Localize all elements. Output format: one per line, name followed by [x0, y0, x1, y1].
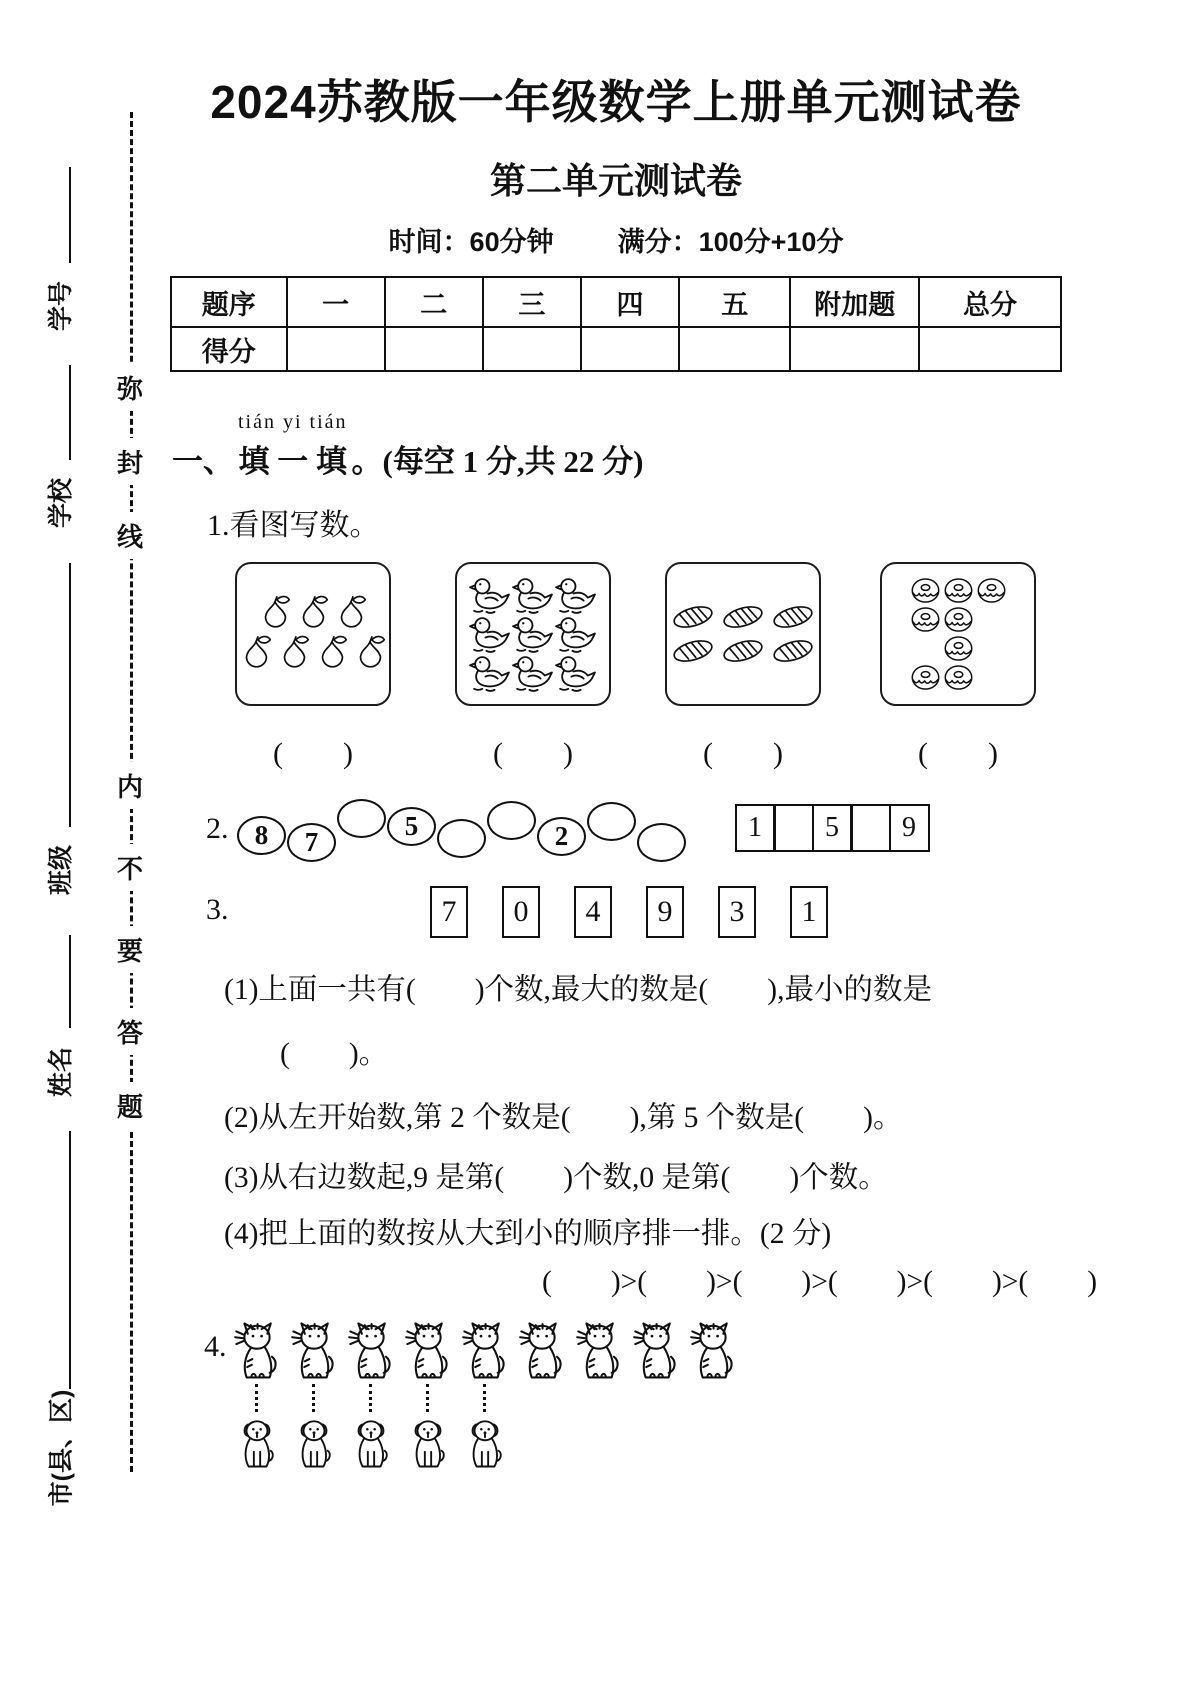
dog-cell — [399, 1414, 456, 1472]
sequence-oval-filled: 5 — [387, 807, 436, 846]
score-table-header-cell: 五 — [679, 277, 790, 327]
duck-icon — [555, 576, 598, 615]
empty-dog-cell — [684, 1414, 741, 1472]
cat-icon — [519, 1320, 565, 1382]
subquestion-line: (2)从左开始数,第 2 个数是( ),第 5 个数是( )。 — [224, 1102, 903, 1134]
sequence-oval-empty — [637, 823, 686, 862]
seal-character: 答 — [114, 1008, 146, 1055]
score-table-header-cell: 四 — [581, 277, 679, 327]
cat-icon — [234, 1320, 280, 1382]
score-table-header-cell: 总分 — [919, 277, 1061, 327]
pairing-dotted-line — [285, 1382, 342, 1414]
pinyin-annotation: tián yi tián — [238, 411, 348, 433]
sequence-oval-empty — [587, 802, 636, 841]
score-table-header-row — [171, 277, 1061, 327]
bread-icon — [718, 600, 768, 634]
heading-prefix: 一、 — [172, 444, 234, 479]
picture-row — [909, 605, 1008, 634]
empty-dog-cell — [513, 1414, 570, 1472]
section-one-heading — [172, 412, 643, 481]
dog-icon — [407, 1419, 449, 1472]
answer-blank: ( ) — [918, 737, 998, 770]
pairing-dotted-line — [342, 1382, 399, 1414]
bread-picture-box — [665, 562, 821, 706]
margin-fill-line — [69, 365, 71, 460]
cat-icon — [348, 1320, 394, 1382]
question-1-label: 1.看图写数。 — [207, 509, 380, 542]
sequence-oval-filled: 7 — [287, 823, 336, 862]
bread-icon — [668, 634, 718, 668]
number-card: 3 — [718, 886, 756, 938]
seal-character: 不 — [114, 844, 146, 891]
score-table-empty-cell — [919, 327, 1061, 371]
score-table-empty-cell — [679, 327, 790, 371]
exam-time: 时间：60分钟 — [388, 227, 554, 257]
cat-cell — [627, 1318, 684, 1382]
margin-label-text: 学号 — [46, 280, 75, 332]
number-card: 9 — [646, 886, 684, 938]
cat-icon — [576, 1320, 622, 1382]
margin-label — [28, 455, 90, 551]
heading-suffix: 。(每空 1 分,共 22 分) — [351, 444, 644, 479]
cat-icon — [405, 1320, 451, 1382]
dotted-line — [369, 1384, 372, 1412]
question-3-label: 3. — [206, 893, 229, 926]
empty-connector-cell — [684, 1382, 741, 1414]
pairing-dotted-line — [399, 1382, 456, 1414]
picture-row — [668, 600, 818, 634]
margin-label-text: 班级 — [46, 844, 75, 896]
pear-icon — [237, 634, 275, 674]
seal-character: 弥 — [114, 364, 146, 411]
cat-cell — [228, 1318, 285, 1382]
score-table-row-label: 得分 — [171, 327, 287, 371]
exam-full-score: 满分：100分+10分 — [617, 227, 844, 257]
score-table-empty-cell — [483, 327, 581, 371]
duck-picture-box — [455, 562, 611, 706]
heading-word: 填 一 填 — [238, 444, 348, 479]
empty-dog-cell — [627, 1414, 684, 1472]
donut-icon — [975, 576, 1008, 605]
duck-icon — [469, 576, 512, 615]
seal-line — [114, 112, 146, 1472]
margin-label — [28, 258, 90, 354]
cat-icon — [291, 1320, 337, 1382]
margin-label — [28, 1378, 90, 1518]
duck-icon — [469, 654, 512, 693]
score-table — [170, 276, 1062, 372]
answer-blank: ( ) — [493, 737, 573, 770]
donut-icon — [909, 605, 942, 634]
cat-cell — [684, 1318, 741, 1382]
margin-label — [28, 1024, 90, 1120]
picture-row — [909, 634, 1008, 663]
sequence-oval-empty — [487, 801, 536, 840]
cat-cell — [285, 1318, 342, 1382]
pear-icon — [256, 594, 294, 634]
score-table-empty-cell — [581, 327, 679, 371]
pear-icon — [351, 634, 389, 674]
dog-cell — [285, 1414, 342, 1472]
cat-icon — [462, 1320, 508, 1382]
score-table-header-cell: 三 — [483, 277, 581, 327]
strip-cell-empty — [850, 804, 891, 852]
number-card: 0 — [502, 886, 540, 938]
dog-icon — [350, 1419, 392, 1472]
seal-character: 线 — [114, 512, 146, 559]
dog-cell — [342, 1414, 399, 1472]
cat-cell — [456, 1318, 513, 1382]
margin-fill-line — [69, 935, 71, 1028]
question-2-number-ovals — [237, 796, 687, 862]
dotted-line — [483, 1384, 486, 1412]
picture-group-duck — [455, 562, 611, 772]
cat-cell — [399, 1318, 456, 1382]
page-subtitle: 第二单元测试卷 — [489, 160, 742, 201]
heading-ruby — [238, 412, 348, 481]
picture-row — [909, 576, 1008, 605]
score-table-header-cell: 附加题 — [790, 277, 919, 327]
strip-cell-filled: 1 — [735, 804, 776, 852]
duck-icon — [469, 615, 512, 654]
pairing-dotted-line — [228, 1382, 285, 1414]
subquestion-line: ( )。 — [280, 1038, 389, 1070]
number-card: 1 — [790, 886, 828, 938]
empty-connector-cell — [513, 1382, 570, 1414]
question-3-number-cards — [430, 886, 828, 938]
dog-icon — [236, 1419, 278, 1472]
sequence-oval-filled: 8 — [237, 816, 286, 855]
cat-cell — [570, 1318, 627, 1382]
dog-icon — [464, 1419, 506, 1472]
exam-meta — [170, 220, 1062, 259]
margin-label-text: 学校 — [46, 477, 75, 529]
cat-icon — [633, 1320, 679, 1382]
picture-row — [668, 634, 818, 668]
picture-group-donut — [880, 562, 1036, 772]
score-table-header-cell: 一 — [287, 277, 385, 327]
pear-icon — [313, 634, 351, 674]
pear-icon — [275, 634, 313, 674]
seal-character: 封 — [114, 438, 146, 485]
empty-connector-cell — [570, 1382, 627, 1414]
margin-label-text: 市(县、区) — [47, 1389, 75, 1507]
dotted-line — [426, 1384, 429, 1412]
question-3-order-chain: ( )>( )>( )>( )>( )>( ) — [542, 1266, 1098, 1298]
dog-cell — [456, 1414, 513, 1472]
question-2-label: 2. — [206, 812, 229, 845]
bread-icon — [768, 634, 818, 668]
pear-icon — [332, 594, 370, 634]
score-table-empty-cell — [790, 327, 919, 371]
donut-icon — [909, 663, 942, 692]
subquestion-line: (1)上面一共有( )个数,最大的数是( ),最小的数是 — [224, 974, 932, 1006]
donut-icon — [942, 605, 975, 634]
picture-group-pear — [235, 562, 391, 772]
donut-icon — [942, 576, 975, 605]
sequence-oval-empty — [437, 819, 486, 858]
picture-row — [237, 634, 389, 674]
duck-icon — [555, 615, 598, 654]
number-card: 7 — [430, 886, 468, 938]
donut-icon — [942, 663, 975, 692]
picture-group-bread — [665, 562, 821, 772]
seal-character: 要 — [114, 926, 146, 973]
strip-cell-filled: 9 — [889, 804, 930, 852]
duck-icon — [555, 654, 598, 693]
dog-icon — [293, 1419, 335, 1472]
picture-row — [469, 576, 598, 615]
question-4-label: 4. — [204, 1330, 227, 1363]
cat-cell — [342, 1318, 399, 1382]
question-2-number-strip — [737, 804, 930, 852]
strip-cell-empty — [773, 804, 814, 852]
subquestion-line: (3)从右边数起,9 是第( )个数,0 是第( )个数。 — [224, 1162, 888, 1194]
duck-icon — [512, 615, 555, 654]
number-card: 4 — [574, 886, 612, 938]
margin-fill-line — [69, 1131, 71, 1389]
dotted-line — [255, 1384, 258, 1412]
strip-cell-filled: 5 — [812, 804, 853, 852]
pear-icon — [294, 594, 332, 634]
dog-cell — [228, 1414, 285, 1472]
margin-label — [28, 822, 90, 918]
sequence-oval-filled: 2 — [537, 817, 586, 856]
picture-row — [909, 663, 1008, 692]
answer-blank: ( ) — [703, 737, 783, 770]
sequence-oval-empty — [337, 799, 386, 838]
score-table-header-cell: 题序 — [171, 277, 287, 327]
question-4-animal-grid — [228, 1318, 741, 1472]
duck-icon — [512, 576, 555, 615]
subquestion-line: (4)把上面的数按从大到小的顺序排一排。(2 分) — [224, 1218, 832, 1250]
picture-row — [469, 615, 598, 654]
donut-icon — [909, 576, 942, 605]
score-table-header-cell: 二 — [385, 277, 483, 327]
pear-picture-box — [235, 562, 391, 706]
picture-row — [256, 594, 370, 634]
margin-fill-line — [69, 563, 71, 827]
donut-icon — [942, 634, 975, 663]
picture-row — [469, 654, 598, 693]
score-table-empty-cell — [385, 327, 483, 371]
donut-picture-box — [880, 562, 1036, 706]
empty-dog-cell — [570, 1414, 627, 1472]
dotted-line — [312, 1384, 315, 1412]
cat-icon — [690, 1320, 736, 1382]
margin-fill-line — [69, 167, 71, 263]
seal-character: 内 — [114, 762, 146, 809]
cat-cell — [513, 1318, 570, 1382]
pairing-dotted-line — [456, 1382, 513, 1414]
bread-icon — [668, 600, 718, 634]
bread-icon — [768, 600, 818, 634]
score-table-empty-cell — [287, 327, 385, 371]
score-table-score-row — [171, 327, 1061, 371]
bread-icon — [718, 634, 768, 668]
answer-blank: ( ) — [273, 737, 353, 770]
empty-connector-cell — [627, 1382, 684, 1414]
seal-character: 题 — [114, 1082, 146, 1129]
duck-icon — [512, 654, 555, 693]
margin-label-text: 姓名 — [46, 1046, 75, 1098]
page-title: 2024苏教版一年级数学上册单元测试卷 — [210, 76, 1022, 128]
